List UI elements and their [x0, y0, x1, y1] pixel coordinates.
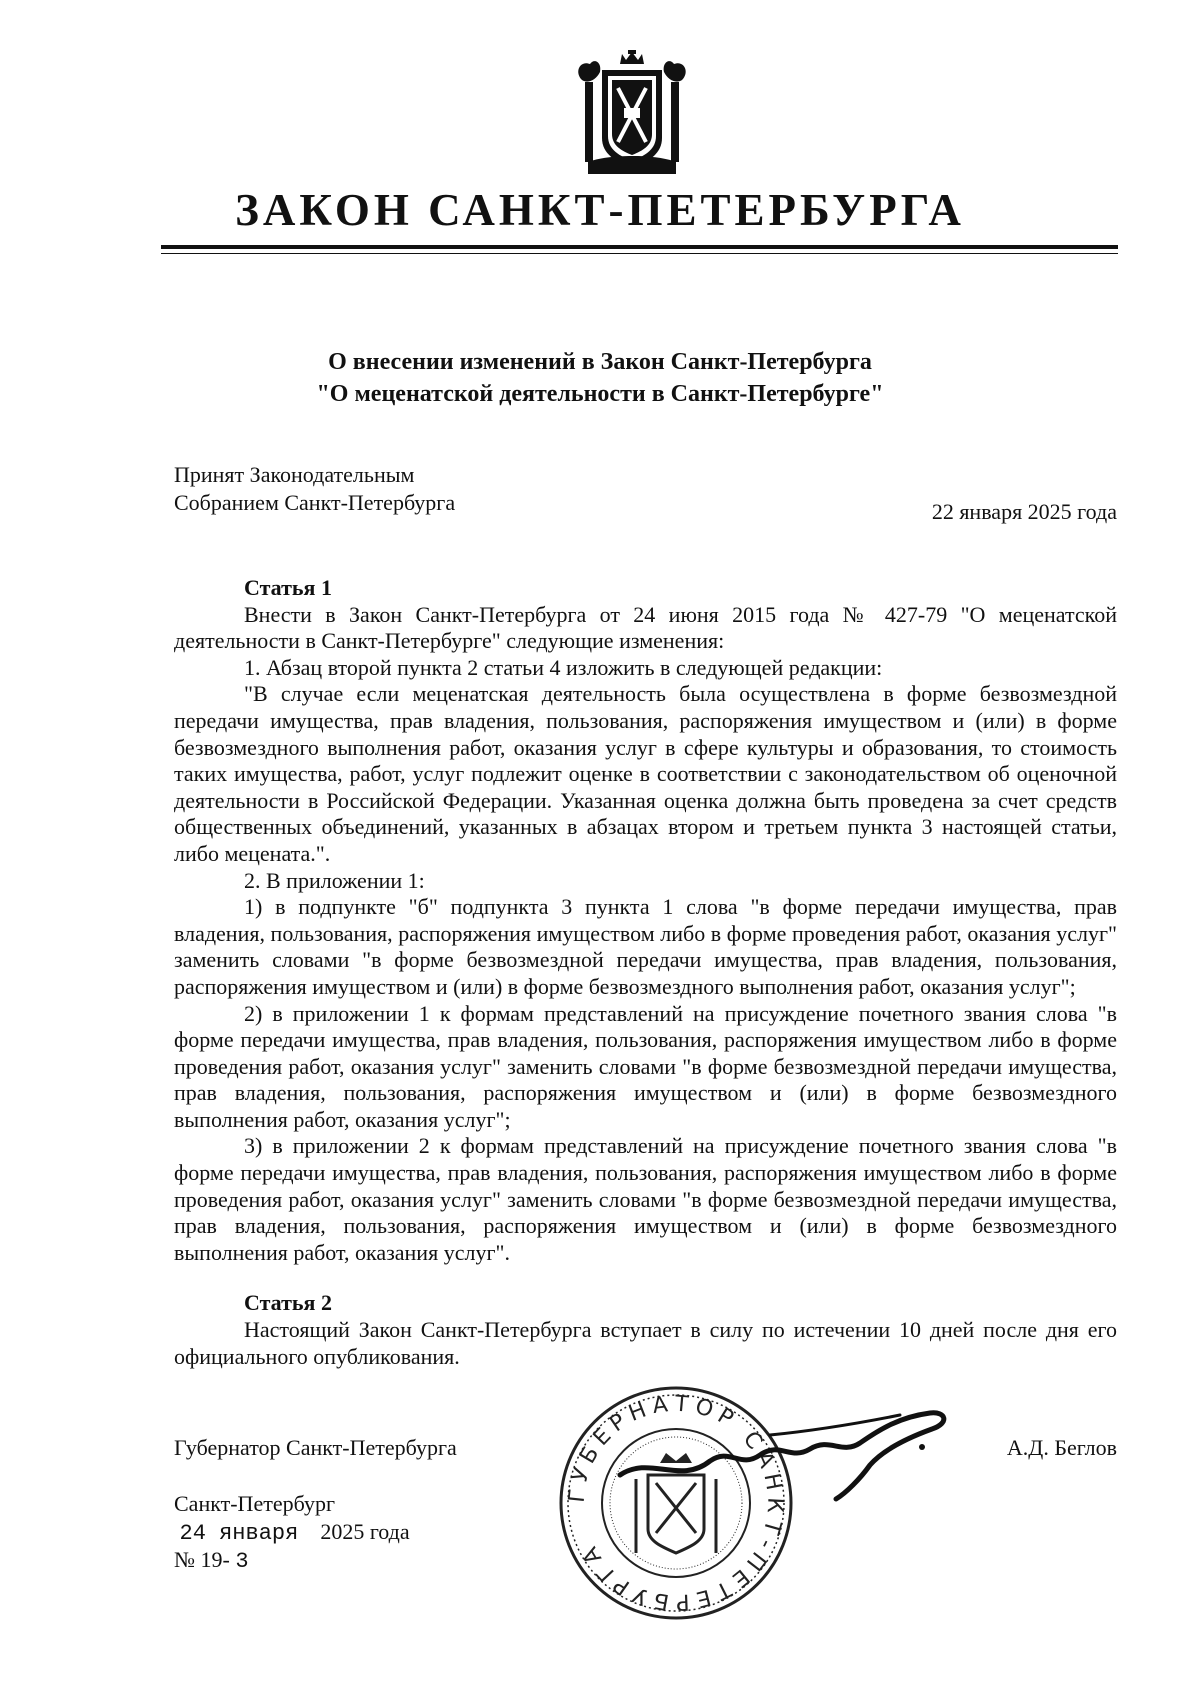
document-title-line-1: О внесении изменений в Закон Санкт-Петербурга [328, 349, 872, 375]
handwritten-signature-icon [610, 1395, 970, 1515]
adoption-note [174, 461, 455, 517]
adoption-line-2: Собранием Санкт-Петербурга [174, 490, 456, 515]
signing-date [174, 1518, 410, 1548]
law-number-handwritten: 3 [235, 1549, 249, 1574]
article-1-paragraph: 2) в приложении 1 к формам представлений на присуждение почетного звания слова "в форме передачи имущества, прав владения, пользования, распоряжения имуществом либо в форме проведения работ, оказания услуг" заменить словами "в форме безвозмездной передачи имущества, прав владения, пользования, распоряжения имуществом и (или) в форме безвозмездного выполнения работ, оказания услуг"; [174, 1000, 1117, 1132]
law-number-prefix: № 19- [174, 1547, 230, 1572]
signing-date-handwritten: 24 января [179, 1521, 299, 1546]
law-title: ЗАКОН САНКТ-ПЕТЕРБУРГА [235, 185, 965, 235]
article-1-paragraph: Внести в Закон Санкт-Петербурга от 24 июня 2015 года № 427-79 "О меценатской деятельности в Санкт-Петербурге" следующие изменения: [174, 601, 1117, 654]
title-rule-thick [161, 245, 1118, 249]
signatory-name: А.Д. Беглов [1006, 1435, 1117, 1460]
seal-text: ГУБЕРНАТОР САНКТ-ПЕТЕРБУРГА [564, 1391, 788, 1615]
adoption-line-1: Принят Законодательным [174, 462, 415, 487]
article-1-paragraph: 2. В приложении 1: [244, 867, 425, 893]
title-rule-thin [161, 253, 1118, 254]
article-1-paragraph: 3) в приложении 2 к формам представлений на присуждение почетного звания слова "в форме передачи имущества, прав владения, пользования, распоряжения имуществом либо в форме проведения работ, оказания услуг" заменить словами "в форме безвозмездной передачи имущества, прав владения, пользования, распоряжения имуществом и (или) в форме безвозмездного выполнения работ, оказания услуг". [174, 1133, 1117, 1265]
signatory-position: Губернатор Санкт-Петербурга [174, 1435, 457, 1460]
coat-of-arms-icon [568, 50, 696, 178]
article-2-heading: Статья 2 [244, 1290, 332, 1316]
article-1-paragraph: "В случае если меценатская деятельность была осуществлена в форме безвозмездной передачи имущества, прав владения, пользования, распоряжения имуществом и (или) в форме безвозмездного выполнения работ, оказания услуг в сфере культуры и образования, то стоимость таких имущества, работ, услуг подлежит оценке в соответствии с законодательством об оценочной деятельности в Российской Федерации. Указанная оценка должна быть проведена за счет средств общественных объединений, указанных в абзацах втором и третьем пункта 3 настоящей статьи, либо мецената.". [174, 681, 1117, 866]
document-title-line-2: "О меценатской деятельности в Санкт-Петербурге" [316, 381, 884, 407]
document-title [0, 346, 1200, 410]
article-2-paragraph: Настоящий Закон Санкт-Петербурга вступает в силу по истечении 10 дней после дня его официального опубликования. [174, 1317, 1117, 1369]
law-body [174, 575, 1117, 1370]
article-1-heading: Статья 1 [244, 575, 332, 600]
article-1-paragraph: 1) в подпункте "б" подпункта 3 пункта 1 слова "в форме передачи имущества, прав владения, пользования, распоряжения имуществом либо в форме проведения работ, оказания услуг" заменить словами "в форме безвозмездной передачи имущества, прав владения, пользования, распоряжения имуществом и (или) в форме безвозмездного выполнения работ, оказания услуг"; [174, 894, 1117, 999]
article-1-paragraph: 1. Абзац второй пункта 2 статьи 4 изложить в следующей редакции: [244, 654, 883, 680]
signing-city: Санкт-Петербург [174, 1491, 335, 1516]
law-number [174, 1546, 249, 1576]
signing-year: 2025 года [320, 1519, 410, 1544]
adoption-date: 22 января 2025 года [931, 499, 1117, 524]
